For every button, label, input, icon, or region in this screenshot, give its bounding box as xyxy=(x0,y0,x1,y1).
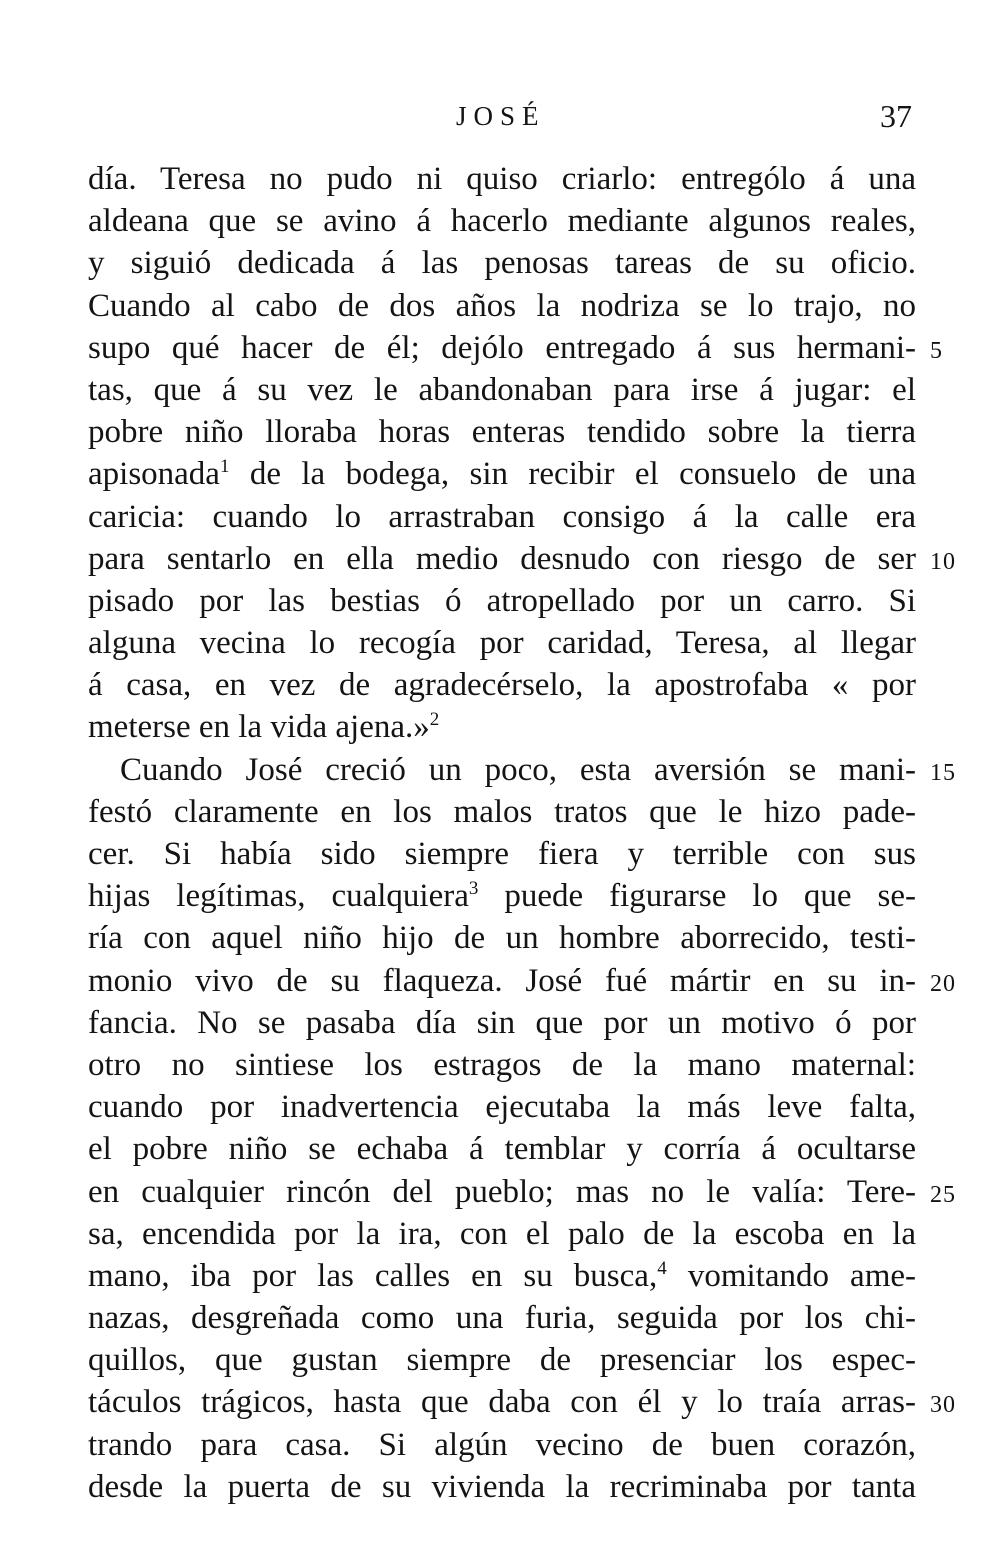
text-segment: en cualquier rincón del pueblo; mas no le valía: Tere- xyxy=(88,1173,916,1210)
text-line xyxy=(88,1128,916,1170)
text-line xyxy=(88,664,916,706)
text-segment: festó claramente en los malos tratos que le hizo pade- xyxy=(88,793,916,830)
line-text xyxy=(88,580,916,622)
text-segment: y siguió dedicada á las penosas tareas de su oficio. xyxy=(88,245,916,282)
margin-line-number: 5 xyxy=(930,337,943,364)
line-text xyxy=(88,200,916,242)
text-line xyxy=(88,622,916,664)
line-text xyxy=(88,285,916,327)
text-segment: á casa, en vez de agradecérselo, la apostrofaba « por xyxy=(88,667,916,704)
body-text xyxy=(88,158,956,1508)
text-segment: fancia. No se pasaba día sin que por un motivo ó por xyxy=(88,1004,916,1041)
line-text xyxy=(88,749,916,791)
text-line xyxy=(88,1255,916,1297)
text-segment: cuando por inadvertencia ejecutaba la más leve falta, xyxy=(88,1089,916,1126)
text-segment: desde la puerta de su vivienda la recriminaba por tanta xyxy=(88,1468,916,1505)
text-line xyxy=(88,1424,916,1466)
text-segment: quillos, que gustan siempre de presenciar los espec- xyxy=(88,1342,916,1379)
text-line xyxy=(88,285,916,327)
line-text xyxy=(88,327,916,369)
line-text xyxy=(88,1255,916,1297)
text-segment: pobre niño lloraba horas enteras tendido sobre la tierra xyxy=(88,414,916,451)
text-line xyxy=(88,200,916,242)
text-segment: mano, iba por las calles en su busca, xyxy=(88,1257,658,1294)
line-text xyxy=(88,833,916,875)
text-segment: meterse en la vida ajena.» xyxy=(88,709,430,746)
text-segment: apisonada xyxy=(88,456,220,493)
text-segment: día. Teresa no pudo ni quiso criarlo: entrególo á una xyxy=(88,161,916,197)
text-segment: puede figurarse lo que se- xyxy=(504,878,916,915)
text-segment: alguna vecina lo recogía por caridad, Teresa, al llegar xyxy=(88,625,916,662)
margin-line-number: 30 xyxy=(930,1392,956,1419)
line-text xyxy=(88,369,916,411)
text-line xyxy=(88,1086,916,1128)
text-segment: pisado por las bestias ó atropellado por un carro. Si xyxy=(88,582,916,619)
line-text xyxy=(88,917,916,959)
page-number: 37 xyxy=(880,98,912,134)
line-text xyxy=(88,791,916,833)
text-line xyxy=(88,833,916,875)
line-text xyxy=(88,706,916,748)
text-segment: de la bodega, sin recibir el consuelo de una xyxy=(249,456,916,493)
text-line xyxy=(88,369,916,411)
text-line xyxy=(88,749,956,791)
text-line xyxy=(88,580,916,622)
line-text xyxy=(88,1086,916,1128)
line-text xyxy=(88,1339,916,1381)
text-segment: caricia: cuando lo arrastraban consigo á la calle era xyxy=(88,498,916,535)
text-line xyxy=(88,1171,956,1213)
text-segment: Cuando al cabo de dos años la nodriza se lo trajo, no xyxy=(88,287,916,324)
line-text xyxy=(88,664,916,706)
text-segment: monio vivo de su flaqueza. José fué mártir en su in- xyxy=(88,962,916,999)
footnote-marker: 1 xyxy=(219,456,230,478)
text-line xyxy=(88,875,916,917)
line-text xyxy=(88,622,916,664)
text-segment: sa, encendida por la ira, con el palo de la escoba en la xyxy=(88,1215,916,1252)
line-text xyxy=(88,1044,916,1086)
text-segment: hijas legítimas, cualquiera xyxy=(88,878,469,915)
text-line xyxy=(88,791,916,833)
text-line xyxy=(88,1381,956,1423)
line-text xyxy=(88,1466,916,1508)
line-text xyxy=(88,1424,916,1466)
line-text xyxy=(88,1297,916,1339)
line-text xyxy=(88,1171,916,1213)
text-segment: cer. Si había sido siempre fiera y terrible con sus xyxy=(88,836,916,872)
text-segment: para sentarlo en ella medio desnudo con riesgo de ser xyxy=(88,540,916,577)
text-segment: táculos trágicos, hasta que daba con él y lo traía arras- xyxy=(88,1384,916,1421)
running-head: JOSÉ xyxy=(456,101,546,131)
text-line xyxy=(88,917,916,959)
text-line xyxy=(88,538,956,580)
text-line xyxy=(88,453,916,495)
margin-line-number: 20 xyxy=(930,970,956,997)
text-line xyxy=(88,960,956,1002)
text-segment: el pobre niño se echaba á temblar y corría á ocultarse xyxy=(88,1131,916,1168)
text-line xyxy=(88,706,916,748)
text-line xyxy=(88,1339,916,1381)
line-text xyxy=(88,411,916,453)
line-text xyxy=(88,1002,916,1044)
line-text xyxy=(88,242,916,284)
text-line xyxy=(88,242,916,284)
footnote-marker: 2 xyxy=(429,709,440,731)
text-line xyxy=(88,1002,916,1044)
text-segment: ría con aquel niño hijo de un hombre aborrecido, testi- xyxy=(88,920,916,957)
text-line xyxy=(88,411,916,453)
margin-line-number: 25 xyxy=(930,1181,956,1208)
text-segment: nazas, desgreñada como una furia, seguida por los chi- xyxy=(88,1300,916,1337)
text-segment: tas, que á su vez le abandonaban para irse á jugar: el xyxy=(88,371,916,408)
text-segment: trando para casa. Si algún vecino de buen corazón, xyxy=(88,1426,916,1463)
line-text xyxy=(88,1128,916,1170)
margin-line-number: 10 xyxy=(930,548,956,575)
line-text xyxy=(88,960,916,1002)
line-text xyxy=(88,1381,916,1423)
text-line xyxy=(88,496,916,538)
text-segment: vomitando ame- xyxy=(687,1257,917,1294)
line-text xyxy=(88,1213,916,1255)
margin-line-number: 15 xyxy=(930,759,956,786)
text-segment: otro no sintiese los estragos de la mano maternal: xyxy=(88,1046,916,1083)
line-text xyxy=(88,158,916,200)
text-segment: supo qué hacer de él; dejólo entregado á sus hermani- xyxy=(88,329,916,366)
text-line xyxy=(88,1213,916,1255)
text-line xyxy=(88,1297,916,1339)
text-segment: aldeana que se avino á hacerlo mediante algunos reales, xyxy=(88,203,916,240)
text-line xyxy=(88,158,916,200)
footnote-marker: 4 xyxy=(657,1257,667,1279)
text-segment: Cuando José creció un poco, esta aversión se mani- xyxy=(120,751,916,788)
text-line xyxy=(88,327,943,369)
line-text xyxy=(88,538,916,580)
text-line xyxy=(88,1044,916,1086)
text-line xyxy=(88,1466,916,1508)
line-text xyxy=(88,875,916,917)
line-text xyxy=(88,453,916,495)
line-text xyxy=(88,496,916,538)
footnote-marker: 3 xyxy=(468,878,479,900)
